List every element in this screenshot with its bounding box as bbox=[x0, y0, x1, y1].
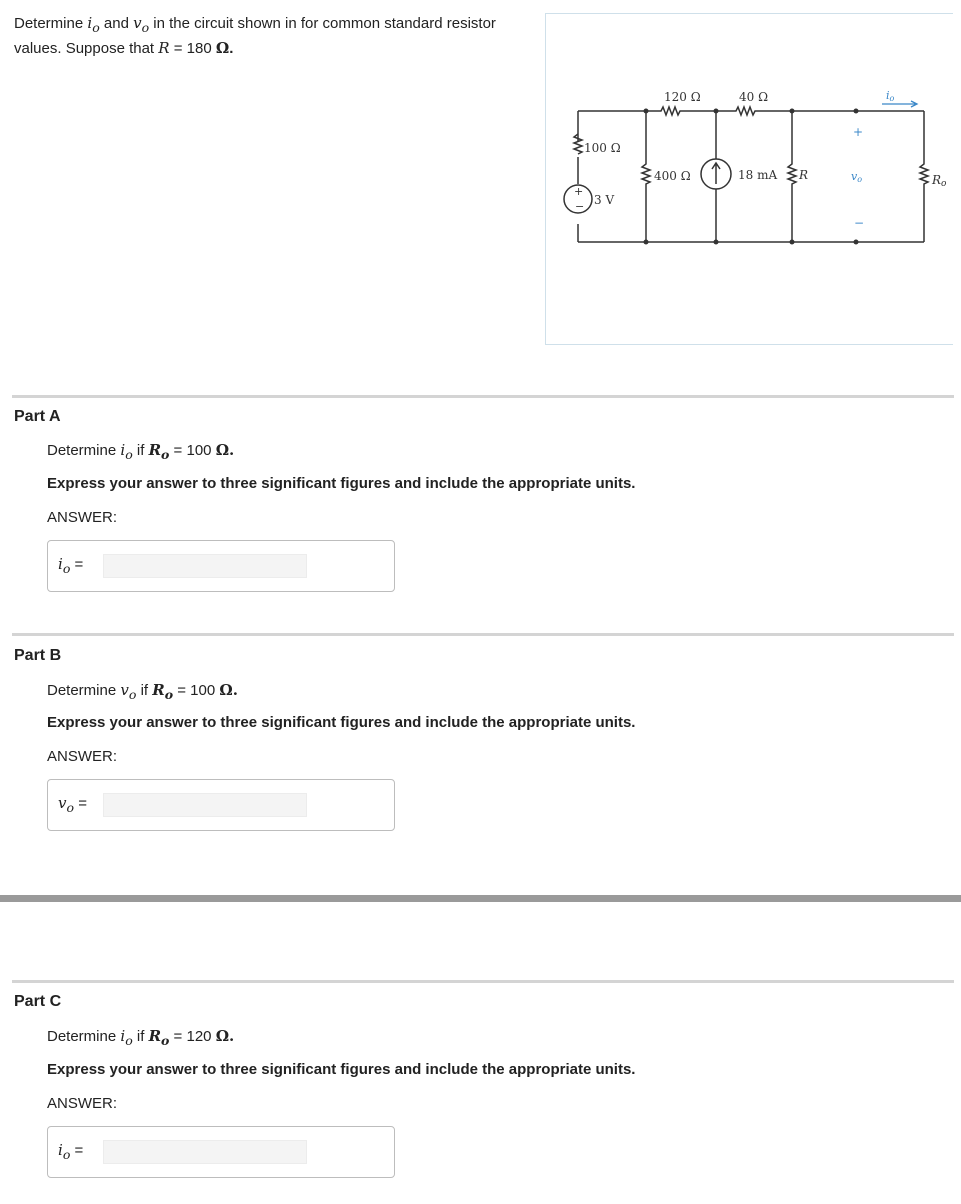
node-8 bbox=[854, 240, 859, 245]
part-a-input-label: $i_o$ = bbox=[58, 555, 84, 576]
part-c-question: Determine $i_o$ if $R_o = 120$ Ω. bbox=[47, 1027, 235, 1048]
part-c-answer-box bbox=[47, 1126, 395, 1178]
part-b-question: Determine $v_o$ if $R_o = 100$ Ω. bbox=[47, 681, 238, 702]
separator-thick bbox=[0, 895, 961, 902]
part-c-answer-label: ANSWER: bbox=[47, 1095, 118, 1112]
label-400: 400 Ω bbox=[654, 169, 691, 183]
intro-R: R bbox=[158, 39, 170, 57]
separator-a bbox=[12, 395, 954, 398]
node-7 bbox=[790, 240, 795, 245]
resistor-120-icon bbox=[646, 107, 716, 115]
label-current: 18 mA bbox=[738, 168, 778, 182]
label-Ro: Ro bbox=[932, 173, 947, 189]
circuit-figure bbox=[545, 13, 953, 345]
vo-minus: − bbox=[854, 216, 865, 230]
part-c-title: Part C bbox=[14, 993, 62, 1010]
label-vo: vo bbox=[851, 170, 863, 184]
node-3 bbox=[790, 109, 795, 114]
part-c-answer-input[interactable] bbox=[103, 1140, 307, 1164]
part-a-title: Part A bbox=[14, 408, 61, 425]
circuit-diagram bbox=[546, 14, 954, 346]
intro-text-1: Determine bbox=[14, 15, 84, 32]
intro-vo: $v_o$ bbox=[133, 14, 150, 35]
label-40: 40 Ω bbox=[739, 90, 769, 104]
part-b-title: Part B bbox=[14, 647, 62, 664]
resistor-40-icon bbox=[716, 107, 924, 115]
separator-b bbox=[12, 633, 954, 636]
label-io: io bbox=[886, 89, 895, 103]
part-a-instruction: Express your answer to three significant figures and include the appropriate units. bbox=[47, 475, 636, 492]
intro-R-value: = 180 bbox=[173, 40, 212, 57]
label-120: 120 Ω bbox=[664, 90, 701, 104]
label-100: 100 Ω bbox=[584, 141, 621, 155]
resistor-400-icon bbox=[642, 111, 650, 242]
label-voltage: 3 V bbox=[594, 193, 615, 207]
part-a-answer-box bbox=[47, 540, 395, 592]
problem-statement bbox=[14, 13, 534, 59]
intro-period: . bbox=[229, 40, 234, 57]
part-b-answer-input[interactable] bbox=[103, 793, 307, 817]
resistor-Ro-icon bbox=[920, 111, 928, 242]
intro-text-2: and bbox=[103, 15, 129, 32]
node-6 bbox=[714, 240, 719, 245]
intro-io: $i_o$ bbox=[87, 14, 100, 35]
vs-plus: + bbox=[574, 185, 584, 198]
label-R: R bbox=[799, 168, 809, 182]
part-a-answer-input[interactable] bbox=[103, 554, 307, 578]
node-5 bbox=[644, 240, 649, 245]
part-b-answer-box bbox=[47, 779, 395, 831]
part-b-answer-label: ANSWER: bbox=[47, 748, 118, 765]
node-2 bbox=[714, 109, 719, 114]
node-4 bbox=[854, 109, 859, 114]
intro-text-3: in the circuit shown in for common standard resistor values. Suppose that bbox=[14, 15, 496, 57]
intro-unit: Ω bbox=[215, 39, 230, 57]
vs-minus: − bbox=[575, 200, 585, 213]
part-b-instruction: Express your answer to three significant figures and include the appropriate units. bbox=[47, 714, 636, 731]
node-1 bbox=[644, 109, 649, 114]
resistor-R-icon bbox=[788, 111, 796, 242]
separator-c bbox=[12, 980, 954, 983]
part-c-instruction: Express your answer to three significant figures and include the appropriate units. bbox=[47, 1061, 636, 1078]
part-a-answer-label: ANSWER: bbox=[47, 509, 118, 526]
part-a-question: Determine $i_o$ if $R_o = 100$ Ω. bbox=[47, 441, 235, 462]
part-c-input-label: $i_o$ = bbox=[58, 1141, 84, 1162]
part-b-input-label: $v_o$ = bbox=[58, 794, 87, 815]
vo-plus: + bbox=[853, 125, 864, 139]
